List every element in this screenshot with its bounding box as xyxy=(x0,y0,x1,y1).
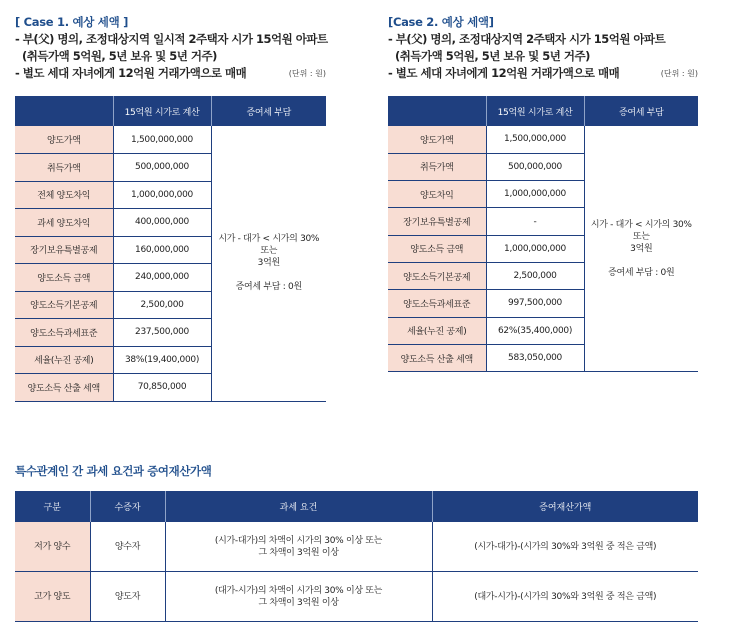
case2-row-value: 1,500,000,000 xyxy=(486,126,584,153)
case1-row-value: 160,000,000 xyxy=(113,236,211,264)
case1-row-label: 양도가액 xyxy=(15,126,113,154)
case1-gift-tax-note xyxy=(211,126,326,401)
case1-header-gift-tax: 증여세 부담 xyxy=(211,96,326,126)
spec-amount: (시가-대가)-(시가의 30%와 3억원 중 적은 금액) xyxy=(432,522,698,572)
case1-note-line: 또는 xyxy=(260,246,278,257)
case2-row-value: - xyxy=(486,208,584,235)
case2-title: [Case 2. 예상 세액] xyxy=(388,15,494,29)
spec-type: 저가 양수 xyxy=(15,522,90,572)
spec-amount: (대가-시가)-(시가의 30%와 3억원 중 적은 금액) xyxy=(432,572,698,622)
spec-header-requirement: 과세 요건 xyxy=(165,491,432,522)
case1-row-label: 취득가액 xyxy=(15,154,113,182)
case1-note-gift-tax: 증여세 부담 : 0원 xyxy=(235,282,302,293)
case2-row-label: 양도소득 산출 세액 xyxy=(388,344,486,371)
case1-row-value: 70,850,000 xyxy=(113,374,211,402)
case1-row-value: 2,500,000 xyxy=(113,291,211,319)
section-title: 특수관계인 간 과세 요건과 증여재산가액 xyxy=(15,464,212,478)
case2-header-value: 15억원 시가로 계산 xyxy=(486,96,584,126)
table-row xyxy=(15,572,698,622)
case2-row-label: 양도소득 금액 xyxy=(388,235,486,262)
spec-requirement xyxy=(165,572,432,622)
case1-row-label: 세율(누진 공제) xyxy=(15,346,113,374)
table-row xyxy=(15,522,698,572)
case1-block xyxy=(15,14,326,82)
case1-row-label: 양도소득 금액 xyxy=(15,264,113,292)
case1-row-value: 1,000,000,000 xyxy=(113,181,211,209)
case2-row-label: 양도소득과세표준 xyxy=(388,290,486,317)
case2-row-value: 997,500,000 xyxy=(486,290,584,317)
case1-line-2: (취득가액 5억원, 5년 보유 및 5년 거주) xyxy=(15,49,217,63)
case1-row-value: 38%(19,400,000) xyxy=(113,346,211,374)
case2-row-label: 양도차익 xyxy=(388,181,486,208)
case1-row-label: 양도소득과세표준 xyxy=(15,319,113,347)
case1-row-value: 500,000,000 xyxy=(113,154,211,182)
case2-row-label: 취득가액 xyxy=(388,153,486,180)
case1-row-label: 장기보유특별공제 xyxy=(15,236,113,264)
case1-row-label: 양도소득기본공제 xyxy=(15,291,113,319)
case2-row-value: 62%(35,400,000) xyxy=(486,317,584,344)
spec-header-amount: 증여재산가액 xyxy=(432,491,698,522)
case2-note-gift-tax: 증여세 부담 : 0원 xyxy=(608,267,675,278)
case1-line-3: - 별도 세대 자녀에게 12억원 거래가액으로 매매 xyxy=(15,66,247,80)
case1-row-label: 전체 양도차익 xyxy=(15,181,113,209)
case2-row-label: 양도가액 xyxy=(388,126,486,153)
spec-requirement-line: (대가-시가)의 차액이 시가의 30% 이상 또는 xyxy=(214,585,383,596)
case2-row-label: 양도소득기본공제 xyxy=(388,262,486,289)
case1-row-value: 237,500,000 xyxy=(113,319,211,347)
case2-row-label: 세율(누진 공제) xyxy=(388,317,486,344)
case2-row-value: 583,050,000 xyxy=(486,344,584,371)
spec-recipient: 양도자 xyxy=(90,572,165,622)
case2-row-value: 500,000,000 xyxy=(486,153,584,180)
spec-header-recipient: 수증자 xyxy=(90,491,165,522)
case1-row-label: 양도소득 산출 세액 xyxy=(15,374,113,402)
spec-recipient: 양수자 xyxy=(90,522,165,572)
spec-requirement-line: 그 차액이 3억원 이상 xyxy=(258,597,339,608)
case2-header-blank xyxy=(388,96,486,126)
case2-row-label: 장기보유특별공제 xyxy=(388,208,486,235)
case2-line-1: - 부(父) 명의, 조정대상지역 2주택자 시가 15억원 아파트 xyxy=(388,32,666,46)
spec-requirement xyxy=(165,522,432,572)
case1-row-value: 1,500,000,000 xyxy=(113,126,211,154)
taxation-requirements-table xyxy=(15,491,698,622)
case1-header-blank xyxy=(15,96,113,126)
case2-unit: (단위 : 원) xyxy=(660,69,698,78)
case2-row-value: 1,000,000,000 xyxy=(486,235,584,262)
case2-note-line: 또는 xyxy=(632,231,650,242)
case1-title: [ Case 1. 예상 세액 ] xyxy=(15,15,129,29)
case1-note-line: 3억원 xyxy=(257,258,280,269)
case2-block xyxy=(388,14,698,82)
case2-note-line: 3억원 xyxy=(630,243,653,254)
case1-line-1: - 부(父) 명의, 조정대상지역 일시적 2주택자 시가 15억원 아파트 xyxy=(15,32,328,46)
spec-type: 고가 양도 xyxy=(15,572,90,622)
case1-unit: (단위 : 원) xyxy=(288,69,326,78)
case1-row-value: 240,000,000 xyxy=(113,264,211,292)
case2-note-line: 시가 - 대가 < 시가의 30% xyxy=(590,219,692,230)
spec-requirement-line: 그 차액이 3억원 이상 xyxy=(258,547,339,558)
case2-line-3: - 별도 세대 자녀에게 12억원 거래가액으로 매매 xyxy=(388,66,620,80)
case2-row-value: 1,000,000,000 xyxy=(486,181,584,208)
case1-row-label: 과세 양도차익 xyxy=(15,209,113,237)
case1-header-value: 15억원 시가로 계산 xyxy=(113,96,211,126)
spec-requirement-line: (시가-대가)의 차액이 시가의 30% 이상 또는 xyxy=(214,535,383,546)
spec-header-type: 구분 xyxy=(15,491,90,522)
case2-line-2: (취득가액 5억원, 5년 보유 및 5년 거주) xyxy=(388,49,590,63)
case2-table xyxy=(388,96,698,372)
case2-header-gift-tax: 증여세 부담 xyxy=(584,96,698,126)
case1-row-value: 400,000,000 xyxy=(113,209,211,237)
case2-row-value: 2,500,000 xyxy=(486,262,584,289)
case2-gift-tax-note xyxy=(584,126,698,372)
case1-note-line: 시가 - 대가 < 시가의 30% xyxy=(218,234,320,245)
case1-table xyxy=(15,96,326,402)
